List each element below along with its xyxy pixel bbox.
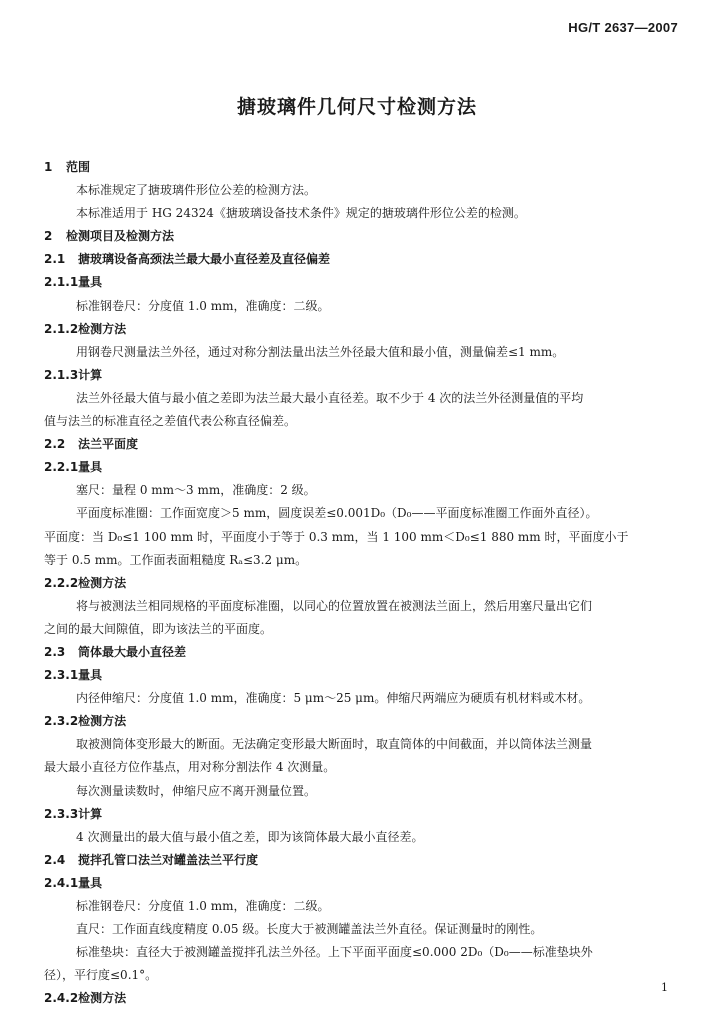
section-heading (44, 803, 684, 826)
section-number: 2.2 (44, 437, 66, 452)
body-paragraph-line (44, 549, 684, 572)
line-text: 量具 (78, 275, 103, 290)
line-text: 4 次测量出的最大值与最小值之差，即为该筒体最大最小直径差。 (76, 829, 424, 844)
line-text: 检测项目及检测方法 (66, 229, 175, 244)
section-heading (44, 364, 684, 387)
section-heading (44, 248, 684, 271)
body-paragraph-line (44, 202, 684, 225)
body-paragraph-line (44, 387, 684, 410)
section-heading (44, 156, 684, 179)
section-heading (44, 433, 684, 456)
section-heading (44, 641, 684, 664)
line-text: 每次测量读数时，伸缩尺应不离开测量位置。 (76, 783, 317, 798)
line-text: 计算 (78, 367, 103, 382)
section-number: 2.4 (44, 852, 66, 867)
line-text: 搅拌孔管口法兰对罐盖法兰平行度 (78, 852, 259, 867)
line-text: 等于 0.5 mm。工作面表面粗糙度 Rₐ≤3.2 μm。 (44, 552, 308, 567)
body-paragraph-line (44, 179, 684, 202)
line-text: 筒体最大最小直径差 (78, 644, 187, 659)
section-number: 2.3.1 (44, 668, 79, 683)
section-heading (44, 872, 684, 895)
body-paragraph-line (44, 526, 684, 549)
section-number: 2.1.1 (44, 275, 79, 290)
line-text: 用钢卷尺测量法兰外径，通过对称分割法量出法兰外径最大值和最小值，测量偏差≤1 mm。 (76, 344, 565, 359)
line-text: 法兰平面度 (78, 437, 139, 452)
line-text: 检测方法 (78, 714, 127, 729)
line-text: 范围 (66, 160, 91, 174)
section-number: 2.4.1 (44, 875, 79, 890)
body-paragraph-line (44, 756, 684, 779)
body-paragraph-line (44, 410, 684, 433)
body-paragraph-line (44, 895, 684, 918)
body-paragraph-line (44, 733, 684, 756)
line-text: 搪玻璃设备高颈法兰最大最小直径差及直径偏差 (78, 252, 331, 267)
page-number: 1 (661, 981, 668, 994)
body-paragraph-line (44, 687, 684, 710)
line-text: 值与法兰的标准直径之差值代表公称直径偏差。 (44, 414, 297, 429)
line-text: 检测方法 (78, 321, 127, 336)
document-title: 搪玻璃件几何尺寸检测方法 (236, 96, 477, 118)
line-text: 标准钢卷尺：分度值 1.0 mm，准确度：二级。 (76, 899, 330, 913)
line-text: 量具 (78, 460, 103, 475)
body-paragraph-line (44, 341, 684, 364)
line-text: 将与被测法兰相同规格的平面度标准圈，以同心的位置放置在被测法兰面上，然后用塞尺量出它们 (76, 598, 593, 613)
body-paragraph-line (44, 964, 684, 987)
section-number: 2.2.1 (44, 460, 79, 475)
line-text: 本标准规定了搪玻璃件形位公差的检测方法。 (76, 183, 317, 198)
body-paragraph-line (44, 918, 684, 941)
section-number: 2.1.3 (44, 367, 79, 382)
body-paragraph-line (44, 780, 684, 803)
line-text: 检测方法 (78, 991, 127, 1006)
line-text: 直尺：工作面直线度精度 0.05 级。长度大于被测罐盖法兰外直径。保证测量时的刚性。 (76, 922, 543, 937)
body-paragraph-line (44, 479, 684, 502)
section-number: 1 (44, 160, 53, 174)
line-text: 量具 (78, 875, 103, 890)
standard-code: HG/T 2637—2007 (568, 20, 678, 35)
line-text: 内径伸缩尺：分度值 1.0 mm，准确度：5 μm～25 μm。伸缩尺两端应为硬质有机材料或木材。 (76, 691, 591, 706)
line-text: 平面度：当 D₀≤1 100 mm 时，平面度小于等于 0.3 mm，当 1 100 mm＜D₀≤1 880 mm 时，平面度小于 (44, 529, 629, 544)
section-heading (44, 572, 684, 595)
body-paragraph-line (44, 826, 684, 849)
section-number: 2.1.2 (44, 321, 79, 336)
body-paragraph-line (44, 595, 684, 618)
section-number: 2.1 (44, 252, 66, 267)
line-text: 塞尺：量程 0 mm～3 mm，准确度：2 级。 (76, 483, 316, 498)
line-text: 本标准适用于 HG 24324《搪玻璃设备技术条件》规定的搪玻璃件形位公差的检测。 (76, 206, 526, 221)
section-number: 2.3.3 (44, 806, 79, 821)
line-text: 检测方法 (78, 575, 127, 590)
section-number: 2.2.2 (44, 575, 79, 590)
section-heading (44, 318, 684, 341)
body-paragraph-line (44, 618, 684, 641)
line-text: 之间的最大间隙值，即为该法兰的平面度。 (44, 621, 273, 636)
section-number: 2.3.2 (44, 714, 79, 729)
body-paragraph-line (44, 502, 684, 525)
section-heading (44, 456, 684, 479)
line-text: 标准钢卷尺：分度值 1.0 mm，准确度：二级。 (76, 298, 330, 313)
line-text: 量具 (78, 668, 103, 683)
section-heading (44, 271, 684, 294)
body-paragraph-line (44, 941, 684, 964)
section-heading (44, 987, 684, 1010)
section-heading (44, 710, 684, 733)
section-number: 2.3 (44, 644, 66, 659)
body-paragraph-line (44, 295, 684, 318)
section-heading (44, 225, 684, 248)
section-number: 2.4.2 (44, 991, 79, 1006)
line-text: 平面度标准圈：工作面宽度＞5 mm，圆度误差≤0.001D₀（D₀——平面度标准圈工作面外直径）。 (76, 506, 598, 521)
line-text: 取被测筒体变形最大的断面。无法确定变形最大断面时，取直筒体的中间截面，并以筒体法兰测量 (76, 737, 593, 752)
section-heading (44, 849, 684, 872)
section-number: 2 (44, 229, 53, 244)
line-text: 法兰外径最大值与最小值之差即为法兰最大最小直径差。取不少于 4 次的法兰外径测量值的平均 (76, 390, 584, 405)
line-text: 最大最小直径方位作基点，用对称分割法作 4 次测量。 (44, 760, 336, 775)
document-body (44, 156, 684, 1010)
line-text: 标准垫块：直径大于被测罐盖搅拌孔法兰外径。上下平面平面度≤0.000 2D₀（D₀——标准垫块外 (76, 945, 593, 960)
line-text: 径），平行度≤0.1°。 (44, 968, 158, 983)
line-text: 计算 (78, 806, 103, 821)
section-heading (44, 664, 684, 687)
